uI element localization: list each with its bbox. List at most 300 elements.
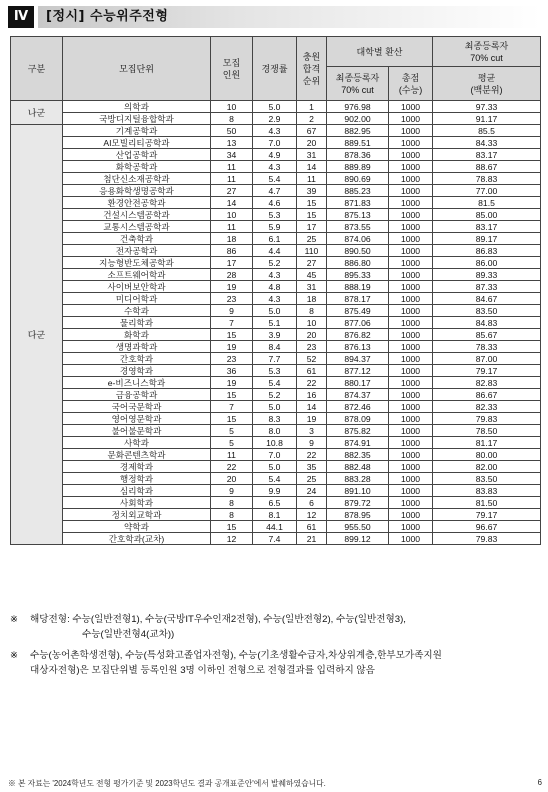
cell-wait: 35 [297, 461, 327, 473]
cell-final: 875.82 [327, 425, 389, 437]
table-row [11, 449, 541, 461]
cell-quota: 17 [211, 257, 253, 269]
cell-final: 874.37 [327, 389, 389, 401]
footer-source: ※ 본 자료는 '2024학년도 전형 평가기준 및 2023학년도 결과 공개표준안'에서 발췌하였습니다. [8, 779, 326, 788]
cell-total: 1000 [389, 305, 433, 317]
notes [10, 612, 540, 678]
cell-wait: 25 [297, 473, 327, 485]
cell-avg: 79.83 [433, 413, 541, 425]
col-wait: 충원 합격 순위 [297, 37, 327, 101]
cell-avg: 83.83 [433, 485, 541, 497]
cell-final: 874.91 [327, 437, 389, 449]
cell-ratio: 5.4 [253, 377, 297, 389]
cell-ratio: 4.7 [253, 185, 297, 197]
table-row [11, 413, 541, 425]
cell-ratio: 5.2 [253, 257, 297, 269]
table-row [11, 437, 541, 449]
cell-quota: 36 [211, 365, 253, 377]
note-2-line1: 수능(농어촌학생전형), 수능(특성화고졸업자전형), 수능(기초생활수급자,차상위계층,한부모가족지원 [30, 650, 442, 661]
cell-avg: 81.17 [433, 437, 541, 449]
cell-wait: 17 [297, 221, 327, 233]
cell-quota: 12 [211, 533, 253, 545]
cell-avg: 82.00 [433, 461, 541, 473]
cell-final: 880.17 [327, 377, 389, 389]
cell-final: 878.95 [327, 509, 389, 521]
cell-unit: 사회학과 [63, 497, 211, 509]
cell-wait: 27 [297, 257, 327, 269]
table-row [11, 329, 541, 341]
section-header [8, 6, 540, 28]
cell-final: 976.98 [327, 101, 389, 113]
table-row [11, 221, 541, 233]
cell-final: 877.12 [327, 365, 389, 377]
cell-wait: 45 [297, 269, 327, 281]
table-row [11, 401, 541, 413]
cell-wait: 3 [297, 425, 327, 437]
cell-total: 1000 [389, 257, 433, 269]
table-body [11, 101, 541, 545]
cell-avg: 85.67 [433, 329, 541, 341]
col-unit: 모집단위 [63, 37, 211, 101]
cell-unit: 교통시스템공학과 [63, 221, 211, 233]
cell-final: 899.12 [327, 533, 389, 545]
cell-avg: 86.83 [433, 245, 541, 257]
cell-wait: 20 [297, 329, 327, 341]
cell-unit: 사이버보안학과 [63, 281, 211, 293]
cell-unit: 문화콘텐츠학과 [63, 449, 211, 461]
cell-final: 889.51 [327, 137, 389, 149]
cell-avg: 78.50 [433, 425, 541, 437]
table-row [11, 269, 541, 281]
cell-unit: 첨단신소재공학과 [63, 173, 211, 185]
cell-wait: 19 [297, 413, 327, 425]
cell-total: 1000 [389, 329, 433, 341]
cell-wait: 24 [297, 485, 327, 497]
col-quota: 모집 인원 [211, 37, 253, 101]
cell-total: 1000 [389, 245, 433, 257]
cell-unit: 불어불문학과 [63, 425, 211, 437]
cell-ratio: 9.9 [253, 485, 297, 497]
cell-final: 879.72 [327, 497, 389, 509]
page-number: 6 [537, 778, 542, 787]
cell-avg: 79.17 [433, 509, 541, 521]
cell-quota: 34 [211, 149, 253, 161]
table-row [11, 257, 541, 269]
cell-total: 1000 [389, 149, 433, 161]
cell-quota: 11 [211, 161, 253, 173]
cell-ratio: 8.4 [253, 341, 297, 353]
cell-unit: 지능형반도체공학과 [63, 257, 211, 269]
cell-total: 1000 [389, 353, 433, 365]
table-row [11, 461, 541, 473]
note-2 [10, 648, 540, 678]
cell-unit: 화학공학과 [63, 161, 211, 173]
cell-wait: 8 [297, 305, 327, 317]
group-cell: 나군 [11, 101, 63, 125]
table-row [11, 377, 541, 389]
cell-total: 1000 [389, 269, 433, 281]
cell-unit: 화학과 [63, 329, 211, 341]
cell-avg: 82.83 [433, 377, 541, 389]
cell-quota: 10 [211, 101, 253, 113]
table-row [11, 473, 541, 485]
cell-wait: 10 [297, 317, 327, 329]
cell-total: 1000 [389, 341, 433, 353]
cell-wait: 39 [297, 185, 327, 197]
cell-unit: 미디어학과 [63, 293, 211, 305]
table-row [11, 425, 541, 437]
cell-total: 1000 [389, 221, 433, 233]
cell-ratio: 5.0 [253, 401, 297, 413]
cell-final: 890.69 [327, 173, 389, 185]
cell-unit: 국어국문학과 [63, 401, 211, 413]
cell-avg: 87.33 [433, 281, 541, 293]
cell-total: 1000 [389, 437, 433, 449]
cell-total: 1000 [389, 473, 433, 485]
cell-avg: 85.5 [433, 125, 541, 137]
cell-final: 877.06 [327, 317, 389, 329]
cell-quota: 27 [211, 185, 253, 197]
cell-total: 1000 [389, 197, 433, 209]
cell-unit: 기계공학과 [63, 125, 211, 137]
table-row [11, 173, 541, 185]
cell-unit: 의학과 [63, 101, 211, 113]
cell-ratio: 7.0 [253, 137, 297, 149]
cell-quota: 8 [211, 509, 253, 521]
cell-final: 890.50 [327, 245, 389, 257]
table-row [11, 389, 541, 401]
note-mark: ※ [10, 614, 19, 625]
cell-avg: 88.67 [433, 161, 541, 173]
cell-final: 882.95 [327, 125, 389, 137]
cell-ratio: 6.1 [253, 233, 297, 245]
cell-unit: 행정학과 [63, 473, 211, 485]
cell-wait: 1 [297, 101, 327, 113]
cell-ratio: 5.2 [253, 389, 297, 401]
cell-avg: 81.5 [433, 197, 541, 209]
col-total: 총점 (수능) [389, 67, 433, 101]
cell-wait: 21 [297, 533, 327, 545]
cell-total: 1000 [389, 425, 433, 437]
cell-avg: 78.83 [433, 173, 541, 185]
cell-wait: 11 [297, 173, 327, 185]
cell-avg: 83.17 [433, 149, 541, 161]
cell-ratio: 8.1 [253, 509, 297, 521]
cell-final: 888.19 [327, 281, 389, 293]
cell-final: 882.35 [327, 449, 389, 461]
cell-quota: 15 [211, 413, 253, 425]
cell-unit: 산업공학과 [63, 149, 211, 161]
cell-total: 1000 [389, 317, 433, 329]
table-row [11, 113, 541, 125]
cell-wait: 18 [297, 293, 327, 305]
cell-unit: 약학과 [63, 521, 211, 533]
cell-unit: 건설시스템공학과 [63, 209, 211, 221]
cell-avg: 79.17 [433, 365, 541, 377]
cell-ratio: 5.3 [253, 365, 297, 377]
cell-wait: 15 [297, 197, 327, 209]
cell-avg: 83.50 [433, 305, 541, 317]
cell-final: 955.50 [327, 521, 389, 533]
cell-wait: 15 [297, 209, 327, 221]
table-row [11, 137, 541, 149]
cell-wait: 22 [297, 449, 327, 461]
cell-wait: 23 [297, 341, 327, 353]
cell-total: 1000 [389, 377, 433, 389]
cell-quota: 28 [211, 269, 253, 281]
table-row [11, 485, 541, 497]
cell-quota: 11 [211, 449, 253, 461]
cell-avg: 96.67 [433, 521, 541, 533]
cell-total: 1000 [389, 113, 433, 125]
cell-unit: 경영학과 [63, 365, 211, 377]
cell-avg: 87.00 [433, 353, 541, 365]
cell-quota: 7 [211, 401, 253, 413]
cell-ratio: 8.0 [253, 425, 297, 437]
table-row [11, 125, 541, 137]
cell-total: 1000 [389, 365, 433, 377]
cell-quota: 15 [211, 329, 253, 341]
cell-quota: 5 [211, 437, 253, 449]
cell-avg: 84.33 [433, 137, 541, 149]
cell-avg: 82.33 [433, 401, 541, 413]
cell-final: 902.00 [327, 113, 389, 125]
cell-ratio: 5.4 [253, 173, 297, 185]
cell-wait: 52 [297, 353, 327, 365]
cell-final: 871.83 [327, 197, 389, 209]
col-avg: 평균 (백분위) [433, 67, 541, 101]
table-row [11, 497, 541, 509]
cell-avg: 77.00 [433, 185, 541, 197]
cell-quota: 14 [211, 197, 253, 209]
cell-avg: 84.83 [433, 317, 541, 329]
cell-final: 874.06 [327, 233, 389, 245]
cell-total: 1000 [389, 533, 433, 545]
cell-unit: 국방디지털융합학과 [63, 113, 211, 125]
cell-final: 895.33 [327, 269, 389, 281]
col-avg-top: 최종등록자 70% cut [433, 37, 541, 67]
cell-final: 891.10 [327, 485, 389, 497]
cell-quota: 86 [211, 245, 253, 257]
cell-total: 1000 [389, 209, 433, 221]
cell-total: 1000 [389, 521, 433, 533]
table-row [11, 341, 541, 353]
cell-ratio: 7.7 [253, 353, 297, 365]
cell-quota: 11 [211, 221, 253, 233]
cell-avg: 79.83 [433, 533, 541, 545]
cell-total: 1000 [389, 137, 433, 149]
cell-ratio: 7.0 [253, 449, 297, 461]
section-number: Ⅳ [8, 6, 34, 28]
cell-ratio: 5.0 [253, 101, 297, 113]
table-row [11, 197, 541, 209]
cell-final: 886.80 [327, 257, 389, 269]
cell-quota: 50 [211, 125, 253, 137]
table-row [11, 209, 541, 221]
cell-final: 878.09 [327, 413, 389, 425]
section-title: [정시] 수능위주전형 [46, 9, 169, 24]
cell-ratio: 10.8 [253, 437, 297, 449]
note-1 [10, 612, 540, 642]
cell-ratio: 44.1 [253, 521, 297, 533]
cell-unit: 수학과 [63, 305, 211, 317]
cell-unit: 소프트웨어학과 [63, 269, 211, 281]
footer [8, 778, 542, 789]
cell-total: 1000 [389, 497, 433, 509]
cell-ratio: 4.3 [253, 125, 297, 137]
cell-ratio: 2.9 [253, 113, 297, 125]
cell-final: 894.37 [327, 353, 389, 365]
table-row [11, 365, 541, 377]
cell-unit: 생명과학과 [63, 341, 211, 353]
cell-total: 1000 [389, 173, 433, 185]
cell-avg: 78.33 [433, 341, 541, 353]
cell-quota: 22 [211, 461, 253, 473]
cell-final: 889.89 [327, 161, 389, 173]
note-1-line1: 해당전형: 수능(일반전형1), 수능(국방IT우수인재2전형), 수능(일반전형2), 수능(일반전형3), [30, 614, 406, 625]
cell-total: 1000 [389, 125, 433, 137]
col-final: 최종등록자 70% cut [327, 67, 389, 101]
cell-ratio: 4.8 [253, 281, 297, 293]
cell-unit: 경제학과 [63, 461, 211, 473]
cell-quota: 20 [211, 473, 253, 485]
cell-unit: 사학과 [63, 437, 211, 449]
col-univ: 대학별 환산 [327, 37, 433, 67]
cell-ratio: 5.9 [253, 221, 297, 233]
cell-wait: 20 [297, 137, 327, 149]
cell-quota: 18 [211, 233, 253, 245]
cell-final: 876.82 [327, 329, 389, 341]
cell-quota: 23 [211, 293, 253, 305]
cell-unit: 심리학과 [63, 485, 211, 497]
cell-wait: 16 [297, 389, 327, 401]
cell-quota: 15 [211, 521, 253, 533]
cell-wait: 14 [297, 401, 327, 413]
cell-unit: 금융공학과 [63, 389, 211, 401]
table-row [11, 185, 541, 197]
col-ratio: 경쟁률 [253, 37, 297, 101]
cell-avg: 97.33 [433, 101, 541, 113]
table-row [11, 281, 541, 293]
cell-ratio: 4.3 [253, 293, 297, 305]
cell-wait: 110 [297, 245, 327, 257]
cell-ratio: 8.3 [253, 413, 297, 425]
cell-total: 1000 [389, 485, 433, 497]
cell-ratio: 6.5 [253, 497, 297, 509]
table-row [11, 101, 541, 113]
cell-quota: 15 [211, 389, 253, 401]
cell-avg: 86.67 [433, 389, 541, 401]
cell-ratio: 4.4 [253, 245, 297, 257]
cell-unit: 환경안전공학과 [63, 197, 211, 209]
cell-total: 1000 [389, 389, 433, 401]
table-row [11, 245, 541, 257]
cell-unit: 간호학과 [63, 353, 211, 365]
cell-ratio: 5.0 [253, 305, 297, 317]
cell-avg: 89.33 [433, 269, 541, 281]
cell-total: 1000 [389, 461, 433, 473]
cell-wait: 25 [297, 233, 327, 245]
cell-ratio: 4.9 [253, 149, 297, 161]
table-row [11, 521, 541, 533]
cell-unit: 영어영문학과 [63, 413, 211, 425]
cell-avg: 83.17 [433, 221, 541, 233]
col-group: 구분 [11, 37, 63, 101]
cell-ratio: 5.3 [253, 209, 297, 221]
cell-final: 875.49 [327, 305, 389, 317]
cell-quota: 19 [211, 341, 253, 353]
cell-wait: 6 [297, 497, 327, 509]
cell-final: 878.36 [327, 149, 389, 161]
cell-quota: 9 [211, 305, 253, 317]
cell-quota: 11 [211, 173, 253, 185]
table-row [11, 293, 541, 305]
table-row [11, 509, 541, 521]
cell-total: 1000 [389, 401, 433, 413]
cell-quota: 5 [211, 425, 253, 437]
cell-wait: 12 [297, 509, 327, 521]
cell-unit: 정치외교학과 [63, 509, 211, 521]
note-2-line2: 대상자전형)은 모집단위별 등록인원 3명 이하인 전형으로 전형결과를 입력하지 않음 [30, 665, 375, 676]
cell-unit: 물리학과 [63, 317, 211, 329]
cell-wait: 31 [297, 281, 327, 293]
cell-avg: 86.00 [433, 257, 541, 269]
cell-avg: 84.67 [433, 293, 541, 305]
cell-ratio: 7.4 [253, 533, 297, 545]
cell-quota: 19 [211, 377, 253, 389]
cell-unit: 전자공학과 [63, 245, 211, 257]
cell-final: 872.46 [327, 401, 389, 413]
cell-quota: 8 [211, 497, 253, 509]
cell-total: 1000 [389, 233, 433, 245]
cell-final: 873.55 [327, 221, 389, 233]
cell-total: 1000 [389, 449, 433, 461]
group-cell: 다군 [11, 125, 63, 545]
cell-total: 1000 [389, 101, 433, 113]
cell-total: 1000 [389, 509, 433, 521]
cell-avg: 85.00 [433, 209, 541, 221]
cell-final: 875.13 [327, 209, 389, 221]
cell-unit: 간호학과(교차) [63, 533, 211, 545]
cell-wait: 61 [297, 521, 327, 533]
cell-unit: AI모빌리티공학과 [63, 137, 211, 149]
cell-ratio: 4.6 [253, 197, 297, 209]
cell-total: 1000 [389, 413, 433, 425]
table-row [11, 317, 541, 329]
table-row [11, 149, 541, 161]
note-mark: ※ [10, 650, 19, 661]
cell-final: 876.13 [327, 341, 389, 353]
cell-ratio: 4.3 [253, 161, 297, 173]
cell-avg: 89.17 [433, 233, 541, 245]
cell-unit: e-비즈니스학과 [63, 377, 211, 389]
table-row [11, 353, 541, 365]
cell-quota: 8 [211, 113, 253, 125]
cell-wait: 14 [297, 161, 327, 173]
cell-quota: 10 [211, 209, 253, 221]
cell-total: 1000 [389, 161, 433, 173]
cell-unit: 건축학과 [63, 233, 211, 245]
cell-avg: 80.00 [433, 449, 541, 461]
cell-ratio: 5.0 [253, 461, 297, 473]
cell-wait: 31 [297, 149, 327, 161]
cell-wait: 61 [297, 365, 327, 377]
table-row [11, 305, 541, 317]
cell-final: 883.28 [327, 473, 389, 485]
table-row [11, 233, 541, 245]
cell-ratio: 4.3 [253, 269, 297, 281]
cell-final: 882.48 [327, 461, 389, 473]
